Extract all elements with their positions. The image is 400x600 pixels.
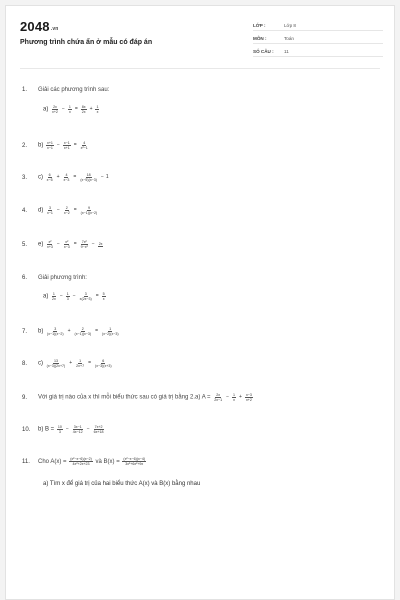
question-3: [22, 172, 109, 183]
sub-label: c): [38, 174, 43, 181]
question-5: [22, 239, 104, 250]
question-number: 9.: [22, 394, 28, 401]
equation-image: $\frac{3}{x-1}$ − $\frac{2}{x-2}$ = $\frac{9}{(x-1)(x-2)}$: [47, 205, 98, 215]
question-number: 5.: [22, 241, 28, 248]
equation-image: $\frac{x+1}{x-1}$ − $\frac{x-1}{x+1}$ = $\frac{4}{\text{x²−1}}$: [47, 140, 88, 150]
question-text: Giải phương trình:: [38, 275, 87, 281]
meta-value: Lớp 8: [284, 22, 296, 28]
sub-label: c): [38, 360, 43, 367]
meta-info: [253, 20, 383, 59]
question-6a: [43, 291, 107, 302]
sub-label: b): [38, 142, 44, 149]
question-number: 6.: [22, 275, 28, 281]
question-11: [22, 457, 147, 467]
equation-image: $\frac{\text{(x²−x−6)(x−4)}}{\text{3x²+6x²+9x}}$: [123, 457, 146, 466]
equation-image: $\frac{6}{x-5}$ + $\frac{4}{x-3}$ = $\frac{18}{(x-5)(x-3)}$ − 1: [46, 172, 109, 182]
meta-key: MÔN :: [253, 35, 267, 41]
sub-question-text: a) Tìm x để giá trị của hai biểu thức A(x) và B(x) bằng nhau: [43, 481, 201, 487]
question-6: [22, 273, 87, 283]
question-number: 3.: [22, 174, 28, 181]
sub-label: e): [38, 241, 44, 248]
question-9: [22, 392, 254, 403]
worksheet-page: [5, 5, 395, 600]
equation-image: $\frac{10}{3}$ − $\frac{3x-1}{4x-12}$ − $\frac{7x+2}{6x+18}$: [57, 424, 104, 434]
question-number: 2.: [22, 142, 28, 149]
meta-row-count: [253, 46, 383, 57]
sub-label: b): [38, 328, 44, 335]
question-10: [22, 424, 106, 435]
question-number: 7.: [22, 328, 28, 335]
question-text: Cho A(x) =: [38, 459, 67, 466]
question-4: [22, 205, 99, 216]
document-title: Phương trình chứa ẩn ở mẫu có đáp án: [20, 39, 153, 46]
question-text-mid: và B(x) =: [95, 459, 120, 466]
meta-value: Toán: [284, 35, 294, 41]
question-number: 8.: [22, 360, 28, 367]
header-divider: [20, 68, 380, 69]
equation-image: $\frac{3}{(x-1)(x-2)}$ + $\frac{2}{(x-1)(x-3)}$ = $\frac{1}{(x-2)(x-3)}$: [47, 326, 119, 336]
question-text: Với giá trị nào của x thì mỗi biểu thức sau có giá trị bằng 2.a) A =: [38, 394, 211, 401]
meta-row-subject: [253, 33, 383, 44]
question-1: [22, 85, 109, 95]
equation-image: $\frac{2x}{2x-1}$ − $\frac{1}{x}$ + $\frac{x-3}{x+2}$: [214, 392, 252, 402]
equation-image: $\frac{\text{x²}}{x+3}$ − $\frac{\text{x²}}{x-3}$ = $\frac{\text{7x²}}{\text{9−x²}}$ − 2x: [47, 239, 103, 249]
question-8: [22, 358, 114, 369]
sub-label: d): [38, 207, 44, 214]
sub-label: a): [43, 293, 49, 300]
meta-row-class: [253, 20, 383, 31]
question-11a: [43, 479, 200, 489]
question-number: 1.: [22, 87, 28, 93]
meta-value: 11: [284, 48, 289, 54]
question-text: Giải các phương trình sau:: [38, 87, 110, 93]
question-number: 11.: [22, 459, 30, 466]
logo-text: 2048: [20, 19, 50, 34]
logo-suffix: .vn: [50, 26, 59, 32]
question-number: 4.: [22, 207, 28, 214]
equation-image: $\frac{13}{(x-3)(2x+7)}$ + $\frac{1}{2x+7}$ = $\frac{6}{(x-3)(x+3)}$: [46, 358, 112, 368]
question-1a: [43, 104, 100, 115]
question-2: [22, 140, 90, 151]
page-header: [6, 6, 394, 72]
sub-label: a): [43, 106, 49, 113]
site-logo[interactable]: [20, 19, 59, 34]
meta-key: LỚP :: [253, 22, 266, 28]
meta-key: SỐ CÂU :: [253, 48, 274, 54]
question-number: 10.: [22, 426, 31, 433]
equation-image: $\frac{\text{(x²−x−6)(x−2)}}{\text{4x²+2x+23}}$: [70, 457, 92, 466]
sub-label: b) B =: [38, 426, 55, 433]
equation-image: $\frac{1}{2x}$ − $\frac{1}{3}$ − $\frac{3}{x(2x-3)}$ = $\frac{5}{x}$: [52, 291, 105, 301]
equation-image: $\frac{2x}{x+2}$ − $\frac{1}{x}$ = $\frac{8x}{2x}$ + $\frac{1}{x}$: [52, 104, 99, 114]
question-7: [22, 326, 121, 337]
